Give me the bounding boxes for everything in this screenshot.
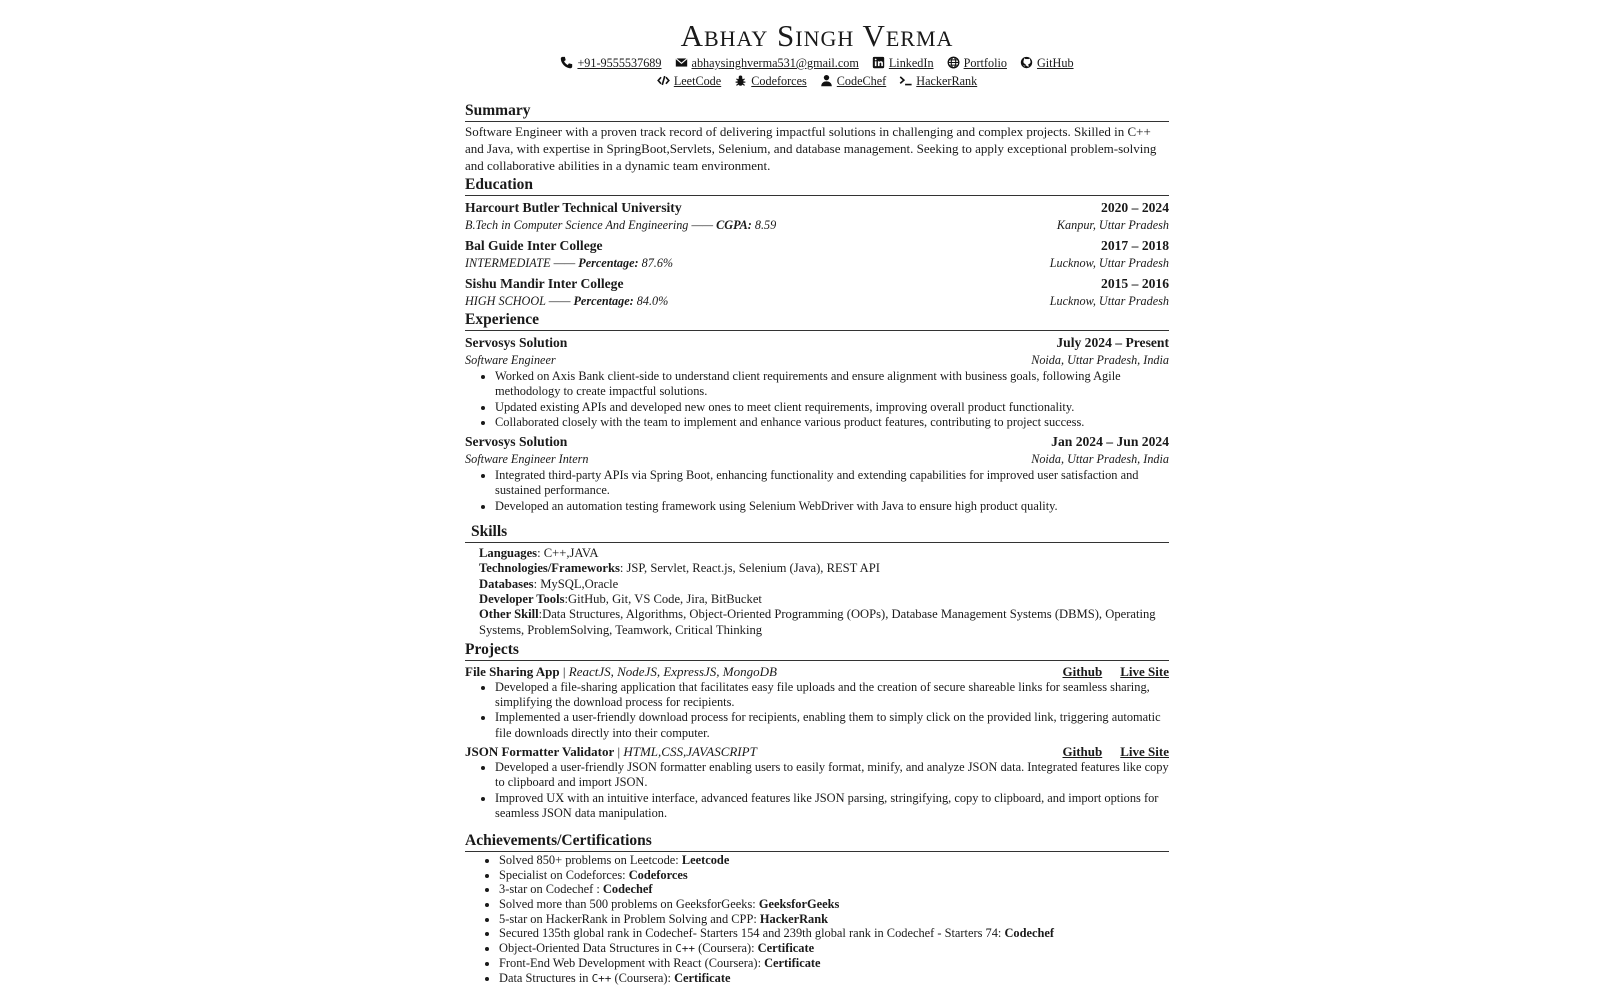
achievement-platform: Leetcode bbox=[681, 853, 730, 868]
achievement-platform: Codeforces bbox=[628, 867, 688, 882]
leetcode-link[interactable]: LeetCode bbox=[673, 74, 722, 88]
job-role: Software Engineer bbox=[465, 353, 556, 367]
achievement-item bbox=[499, 853, 1169, 868]
company-name: Servosys Solution bbox=[465, 434, 568, 450]
achievement-text: (Coursera): bbox=[611, 970, 675, 985]
education-entry-details bbox=[465, 217, 1169, 234]
skill-separator: : bbox=[564, 591, 568, 606]
job-role: Software Engineer Intern bbox=[465, 452, 589, 467]
skills-list bbox=[465, 546, 1169, 638]
phone-icon bbox=[560, 56, 573, 69]
education-entry-header bbox=[465, 274, 1169, 293]
experience-heading: Experience bbox=[465, 310, 1169, 331]
achievement-platform: Certificate bbox=[757, 940, 815, 955]
skill-label: Languages bbox=[479, 546, 538, 561]
phone-contact bbox=[560, 54, 661, 72]
skill-separator: : bbox=[537, 546, 544, 561]
project-header bbox=[465, 743, 1169, 760]
school-name: Bal Guide Inter College bbox=[465, 238, 603, 253]
job-header bbox=[465, 333, 1169, 352]
degree-name: INTERMEDIATE —— bbox=[465, 256, 579, 270]
email-contact bbox=[675, 54, 859, 72]
skill-label: Developer Tools bbox=[479, 591, 565, 606]
job-location: Noida, Uttar Pradesh, India bbox=[1031, 353, 1169, 367]
project-header bbox=[465, 663, 1169, 680]
achievement-text: Front-End Web Development with React (Coursera): bbox=[499, 956, 765, 971]
skill-value: C++,JAVA bbox=[543, 546, 599, 561]
skill-value: MySQL,Oracle bbox=[540, 576, 619, 591]
portfolio-contact bbox=[947, 54, 1007, 72]
skill-value: GitHub, Git, VS Code, Jira, BitBucket bbox=[567, 591, 762, 606]
achievement-text: Secured 135th global rank in Codechef- Starters 154 and 239th global rank in Codechef - Starters 74: bbox=[499, 926, 1005, 941]
achievement-platform: Certificate bbox=[674, 970, 731, 985]
skill-value: Data Structures, Algorithms, Object-Oriented Programming (OOPs), Database Management Systems (DBMS), Operating Systems, ProblemSolving, Teamwork, Critical Thinking bbox=[479, 607, 1156, 637]
project-name: JSON Formatter Validator bbox=[465, 744, 615, 760]
project-bullets bbox=[465, 680, 1169, 741]
skill-row bbox=[479, 561, 1169, 576]
job-bullet: • Integrated third-party APIs via Spring Boot, enhancing functionality and extending capabilities for improved user satisfaction and sustained performance. bbox=[495, 468, 1169, 499]
codeforces-contact bbox=[734, 72, 807, 90]
job-bullets bbox=[465, 369, 1169, 430]
envelope-icon bbox=[675, 56, 688, 69]
achievement-item bbox=[499, 882, 1169, 897]
project-separator: | bbox=[559, 663, 569, 679]
contact-line-2 bbox=[465, 72, 1169, 90]
project-github-link[interactable]: Github bbox=[1062, 744, 1103, 760]
project-tech: ReactJS, NodeJS, ExpressJS, MongoDB bbox=[568, 663, 777, 679]
achievement-platform: Certificate bbox=[764, 956, 821, 971]
hackerrank-contact bbox=[899, 72, 977, 90]
job-location: Noida, Uttar Pradesh, India bbox=[1031, 452, 1169, 467]
achievement-prefix: Data Structures in bbox=[499, 970, 592, 985]
project-title-line bbox=[465, 663, 777, 680]
skill-value: JSP, Servlet, React.js, Selenium (Java), REST API bbox=[626, 561, 880, 576]
code-icon bbox=[657, 74, 670, 87]
project-bullet: • Developed a user-friendly JSON formatter enabling users to easily format, minify, and analyze JSON data. Integrated features like copy to clipboard and import JSON. bbox=[495, 760, 1169, 791]
achievement-text: Specialist on Codeforces: bbox=[499, 867, 629, 882]
experience-list bbox=[465, 333, 1169, 514]
resume-page bbox=[465, 18, 1169, 987]
score-value: 8.59 bbox=[751, 218, 777, 232]
terminal-icon bbox=[899, 74, 912, 87]
degree-line bbox=[465, 255, 673, 272]
skill-row bbox=[479, 546, 1169, 561]
degree-name: B.Tech in Computer Science And Engineering —— bbox=[465, 218, 717, 232]
job-subheader bbox=[465, 451, 1169, 468]
achievement-platform: HackerRank bbox=[759, 911, 829, 926]
portfolio-link[interactable]: Portfolio bbox=[963, 56, 1007, 70]
education-location: Kanpur, Uttar Pradesh bbox=[1056, 218, 1169, 232]
project-links bbox=[1045, 663, 1170, 680]
contact-line-1 bbox=[465, 54, 1169, 72]
skill-separator: : bbox=[538, 607, 543, 622]
company-name: Servosys Solution bbox=[465, 335, 568, 350]
skill-label: Databases bbox=[479, 576, 534, 591]
linkedin-link[interactable]: LinkedIn bbox=[888, 56, 934, 70]
education-dates: 2017 – 2018 bbox=[1101, 238, 1169, 253]
achievement-text: (Coursera): bbox=[695, 940, 758, 955]
skill-row bbox=[479, 577, 1169, 592]
education-dates: 2015 – 2016 bbox=[1101, 276, 1169, 291]
achievements-section bbox=[465, 831, 1169, 986]
projects-section bbox=[465, 640, 1169, 821]
achievement-text: Solved more than 500 problems on GeeksforGeeks: bbox=[499, 897, 759, 912]
achievement-item bbox=[499, 941, 1169, 957]
education-entry-details bbox=[465, 293, 1169, 310]
achievements-heading: Achievements/Certifications bbox=[465, 831, 1169, 852]
globe-icon bbox=[947, 56, 960, 69]
school-name: Sishu Mandir Inter College bbox=[465, 276, 624, 291]
bug-icon bbox=[734, 74, 747, 87]
education-location: Lucknow, Uttar Pradesh bbox=[1049, 256, 1169, 270]
job-bullet: • Updated existing APIs and developed new ones to meet client requirements, improving overall product functionality. bbox=[495, 400, 1169, 415]
school-name: Harcourt Butler Technical University bbox=[465, 200, 682, 215]
project-tech: HTML,CSS,JAVASCRIPT bbox=[623, 744, 757, 760]
achievement-code: C++ bbox=[675, 941, 696, 955]
education-section bbox=[465, 175, 1169, 310]
skill-separator: : bbox=[619, 561, 627, 576]
job-subheader bbox=[465, 352, 1169, 369]
candidate-name: Abhay Singh Verma bbox=[680, 18, 954, 53]
skill-label: Other Skill bbox=[479, 607, 539, 622]
project-title-line bbox=[465, 743, 757, 760]
summary-heading: Summary bbox=[465, 101, 1169, 122]
achievement-prefix: Object-Oriented Data Structures in bbox=[499, 940, 676, 955]
email-link[interactable]: abhaysinghverma531@gmail.com bbox=[691, 56, 859, 70]
summary-section bbox=[465, 101, 1169, 174]
github-link[interactable]: GitHub bbox=[1036, 56, 1074, 70]
score-label: CGPA: bbox=[716, 218, 752, 232]
linkedin-icon bbox=[872, 56, 885, 69]
score-value: 87.6% bbox=[638, 256, 674, 270]
project-bullet: • Implemented a user-friendly download process for recipients, enabling them to simply click on the provided link, triggering automatic file downloads directly into their computer. bbox=[495, 710, 1169, 741]
codechef-contact bbox=[820, 72, 886, 90]
skills-heading: Skills bbox=[465, 522, 1169, 543]
project-live-link[interactable]: Live Site bbox=[1120, 663, 1169, 679]
codechef-link[interactable]: CodeChef bbox=[836, 74, 887, 88]
education-entry-details bbox=[465, 255, 1169, 272]
achievement-item bbox=[499, 912, 1169, 927]
project-bullets bbox=[465, 760, 1169, 821]
achievement-platform: Codechef bbox=[1004, 926, 1055, 941]
skill-separator: : bbox=[533, 576, 541, 591]
leetcode-contact bbox=[657, 72, 721, 90]
job-bullet: • Developed an automation testing framework using Selenium WebDriver with Java to ensure high product quality. bbox=[495, 499, 1169, 514]
degree-line bbox=[465, 217, 776, 234]
phone-link[interactable]: +91-9555537689 bbox=[577, 56, 662, 70]
job-bullet: • Worked on Axis Bank client-side to understand client requirements and ensure alignment with business goals, following Agile methodology to create impactful solutions. bbox=[495, 369, 1169, 400]
achievements-list bbox=[465, 853, 1169, 986]
degree-line bbox=[465, 293, 668, 310]
education-entry-header bbox=[465, 198, 1169, 217]
achievement-text: 3-star on Codechef : bbox=[499, 882, 603, 897]
user-icon bbox=[820, 74, 833, 87]
education-entry-header bbox=[465, 236, 1169, 255]
achievement-item bbox=[499, 897, 1169, 912]
job-dates: July 2024 – Present bbox=[1056, 335, 1169, 350]
skills-section bbox=[465, 522, 1169, 638]
project-bullet: • Improved UX with an intuitive interface, advanced features like JSON parsing, stringifying, copy to clipboard, and import options for seamless JSON data manipulation. bbox=[495, 791, 1169, 822]
achievement-item bbox=[499, 926, 1169, 941]
achievement-text: Solved 850+ problems on Leetcode: bbox=[499, 853, 682, 868]
projects-heading: Projects bbox=[465, 640, 1169, 661]
achievement-item bbox=[499, 971, 1169, 987]
achievement-code: C++ bbox=[591, 971, 612, 985]
achievement-text: 5-star on HackerRank in Problem Solving and CPP: bbox=[499, 911, 760, 926]
education-list bbox=[465, 198, 1169, 310]
project-live-link[interactable]: Live Site bbox=[1120, 744, 1169, 760]
achievement-platform: GeeksforGeeks bbox=[758, 897, 840, 912]
score-value: 84.0% bbox=[633, 294, 669, 308]
job-bullet: • Collaborated closely with the team to implement and enhance various product features, contributing to project success. bbox=[495, 415, 1169, 430]
skill-row bbox=[479, 592, 1169, 607]
project-name: File Sharing App bbox=[465, 663, 560, 679]
project-links bbox=[1045, 743, 1170, 760]
achievement-item bbox=[499, 868, 1169, 883]
project-github-link[interactable]: Github bbox=[1062, 663, 1103, 679]
experience-section bbox=[465, 310, 1169, 514]
degree-name: HIGH SCHOOL —— bbox=[465, 294, 574, 308]
education-dates: 2020 – 2024 bbox=[1101, 200, 1169, 215]
score-label: Percentage: bbox=[573, 294, 634, 308]
project-separator: | bbox=[614, 744, 624, 760]
education-heading: Education bbox=[465, 175, 1169, 196]
score-label: Percentage: bbox=[578, 256, 639, 270]
achievement-platform: Codechef bbox=[602, 882, 653, 897]
job-header bbox=[465, 432, 1169, 451]
job-bullets bbox=[465, 468, 1169, 514]
hackerrank-link[interactable]: HackerRank bbox=[916, 74, 978, 88]
skill-row bbox=[479, 607, 1169, 638]
github-contact bbox=[1020, 54, 1074, 72]
codeforces-link[interactable]: Codeforces bbox=[751, 74, 807, 88]
summary-text: Software Engineer with a proven track record of delivering impactful solutions in challenging and complex projects. Skilled in C++ and Java, with expertise in SpringBoot,Servlets, Selenium, and database management. Seeking to apply exceptional problem-solving and collaborative abilities in a dynamic team environment. bbox=[465, 124, 1157, 173]
linkedin-contact bbox=[872, 54, 934, 72]
project-bullet: • Developed a file-sharing application that facilitates easy file uploads and the creation of secure shareable links for seamless sharing, simplifying the download process for recipients. bbox=[495, 680, 1169, 711]
education-location: Lucknow, Uttar Pradesh bbox=[1049, 294, 1169, 308]
achievement-item bbox=[499, 956, 1169, 971]
skill-label: Technologies/Frameworks bbox=[479, 561, 620, 576]
job-dates: Jan 2024 – Jun 2024 bbox=[1051, 434, 1169, 450]
github-icon bbox=[1020, 56, 1033, 69]
projects-list bbox=[465, 663, 1169, 821]
